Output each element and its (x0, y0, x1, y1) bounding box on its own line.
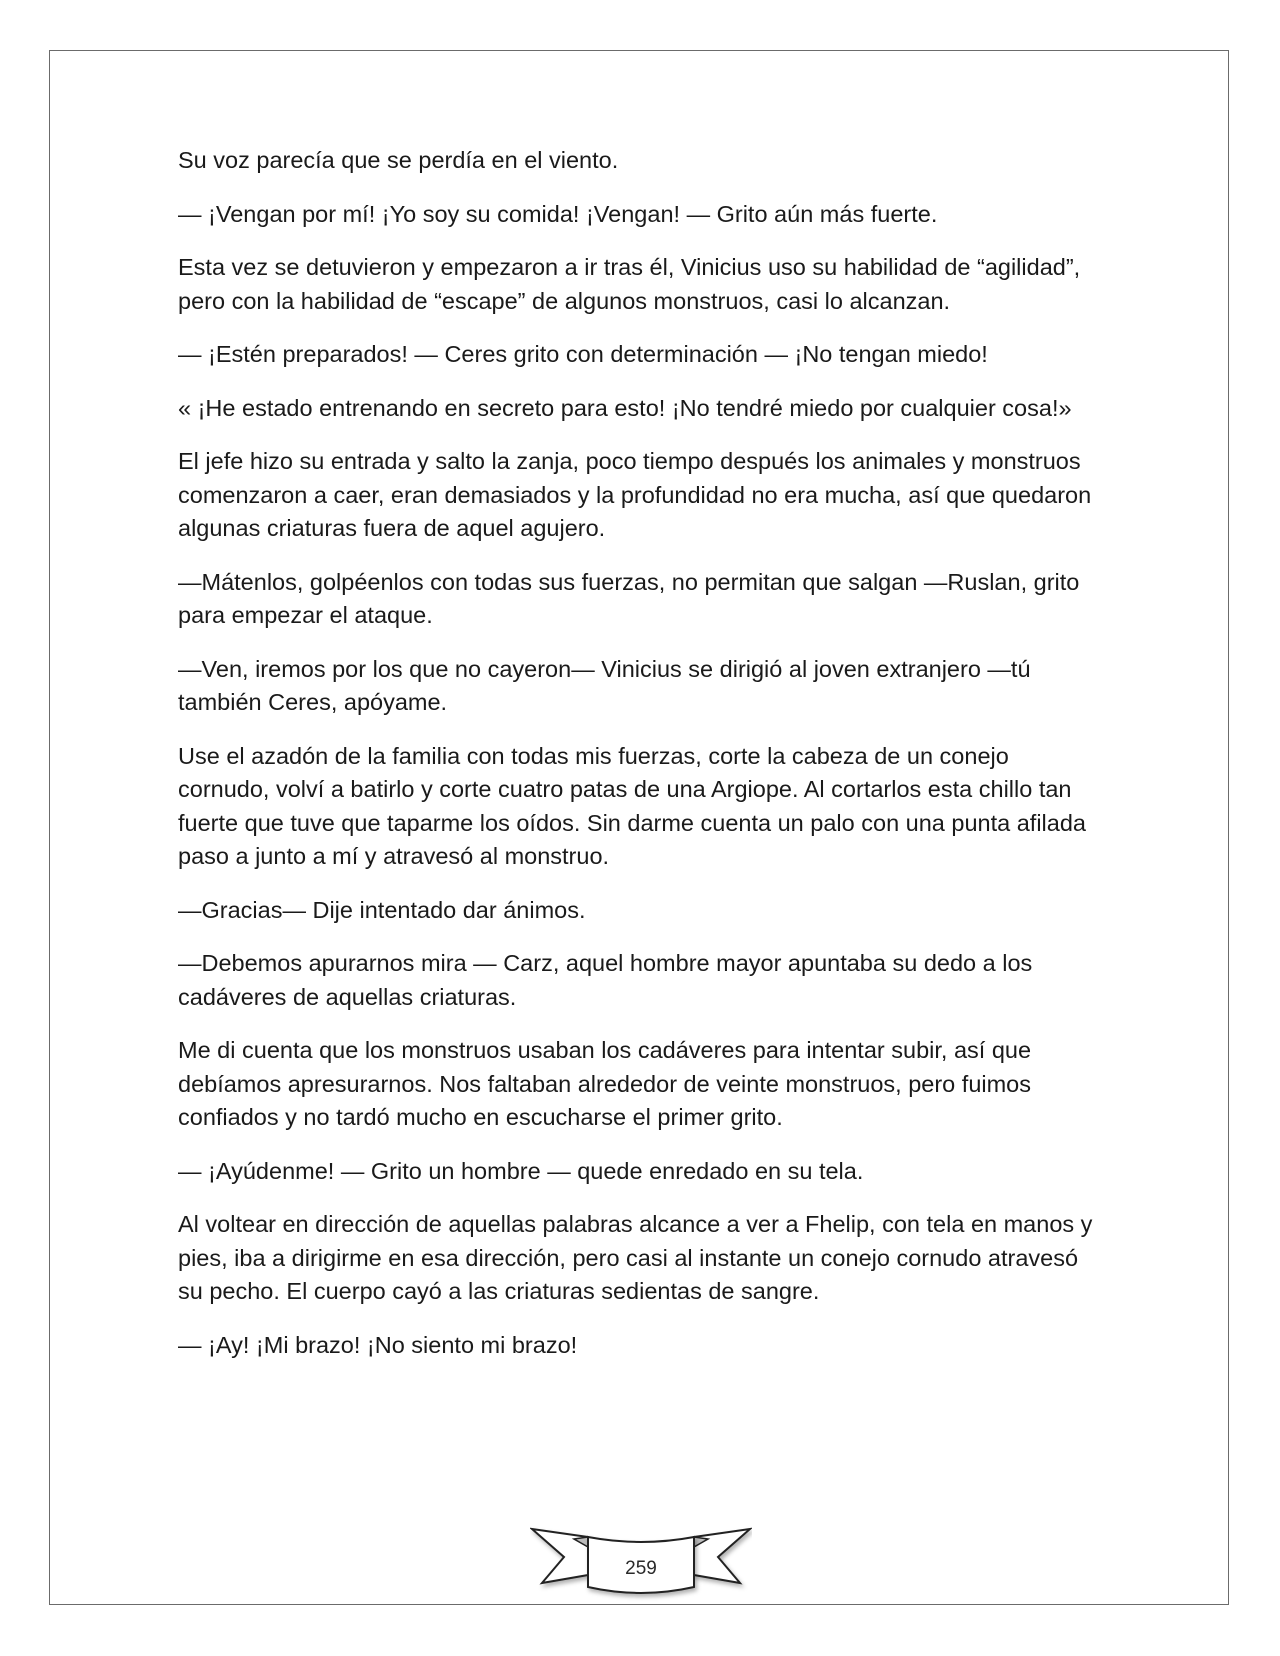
paragraph: El jefe hizo su entrada y salto la zanja, poco tiempo después los animales y monstruos comenzaron a caer, eran demasiados y la profundidad no era mucha, así que quedaron algunas criaturas fuera de aquel agujero. (178, 448, 1092, 541)
paragraph: — ¡Estén preparados! — Ceres grito con determinación — ¡No tengan miedo! (178, 341, 988, 367)
paragraph: — ¡Vengan por mí! ¡Yo soy su comida! ¡Vengan! — Grito aún más fuerte. (178, 200, 938, 227)
paragraph: —Mátenlos, golpéenlos con todas sus fuerzas, no permitan que salgan —Ruslan, grito para empezar el ataque. (178, 568, 1080, 628)
paragraph: — ¡Ay! ¡Mi brazo! ¡No siento mi brazo! (178, 1331, 578, 1358)
paragraph: « ¡He estado entrenando en secreto para esto! ¡No tendré miedo por cualquier cosa!» (178, 394, 1072, 421)
paragraph: Esta vez se detuvieron y empezaron a ir tras él, Vinicius uso su habilidad de “agilidad”, pero con la habilidad de “escape” de algunos monstruos, casi lo alcanzan. (178, 254, 1081, 314)
paragraph: — ¡Ayúdenme! — Grito un hombre — quede enredado en su tela. (178, 1157, 864, 1184)
paragraph: —Gracias— Dije intentado dar ánimos. (178, 896, 586, 923)
paragraph: —Debemos apurarnos mira — Carz, aquel hombre mayor apuntaba su dedo a los cadáveres de aquellas criaturas. (178, 950, 1033, 1010)
paragraph: —Ven, iremos por los que no cayeron— Vinicius se dirigió al joven extranjero —tú también Ceres, apóyame. (178, 655, 1031, 715)
page-number: 259 (625, 1558, 657, 1579)
text-body (178, 144, 1098, 1382)
paragraph: Su voz parecía que se perdía en el viento. (178, 147, 619, 173)
paragraph: Me di cuenta que los monstruos usaban los cadáveres para intentar subir, así que debíamos apresurarnos. Nos faltaban alrededor de veinte monstruos, pero fuimos confiados y no tardó mucho en escucharse el primer grito. (178, 1037, 1032, 1130)
paragraph: Use el azadón de la familia con todas mis fuerzas, corte la cabeza de un conejo cornudo, volví a batirlo y corte cuatro patas de una Argiope. Al cortarlos esta chillo tan fuerte que tuve que taparme los oídos. Sin darme cuenta un palo con una punta afilada paso a junto a mí y atravesó al monstruo. (178, 742, 1086, 869)
page-number-banner (530, 1521, 752, 1605)
paragraph: Al voltear en dirección de aquellas palabras alcance a ver a Fhelip, con tela en manos y pies, iba a dirigirme en esa dirección, pero casi al instante un conejo cornudo atravesó su pecho. El cuerpo cayó a las criaturas sedientas de sangre. (178, 1211, 1093, 1304)
